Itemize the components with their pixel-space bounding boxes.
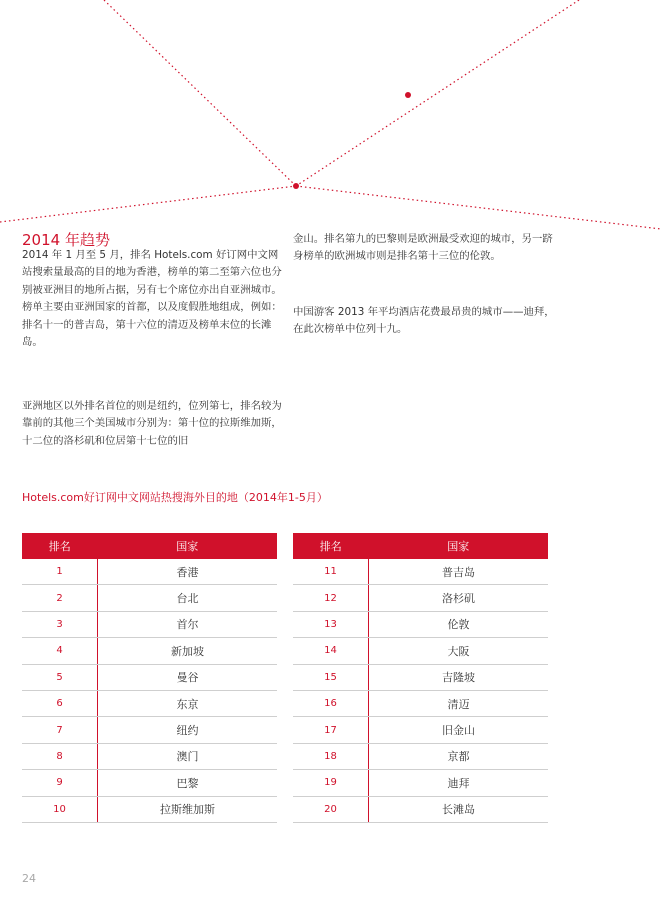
rank-cell: 2 (22, 585, 98, 611)
table-header-row (22, 533, 277, 559)
table-row (293, 585, 548, 611)
table-row (293, 611, 548, 637)
left-paragraph-2: 亚洲地区以外排名首位的则是纽约，位列第七，排名较为靠前的其他三个美国城市分别为：第十位的拉斯维加斯，十二位的洛杉矶和位居第十七位的旧 (22, 400, 282, 447)
destination-cell: 京都 (369, 743, 549, 769)
ranking-table-right (293, 533, 548, 823)
table-row (293, 664, 548, 690)
table-row (22, 664, 277, 690)
rank-column-header: 排名 (22, 533, 98, 559)
destination-cell: 澳门 (98, 743, 278, 769)
table-row (293, 770, 548, 796)
rank-cell: 16 (293, 690, 369, 716)
rank-cell: 4 (22, 638, 98, 664)
table-row (22, 638, 277, 664)
rank-cell: 14 (293, 638, 369, 664)
rank-cell: 17 (293, 717, 369, 743)
route-point-dot (405, 92, 411, 98)
destination-cell: 香港 (98, 559, 278, 585)
rank-cell: 20 (293, 796, 369, 822)
table-row (293, 690, 548, 716)
country-column-header: 国家 (98, 533, 278, 559)
page-number: 24 (22, 872, 36, 885)
destination-cell: 洛杉矶 (369, 585, 549, 611)
section-heading: 2014 年趋势 (22, 231, 110, 249)
rank-column-header: 排名 (293, 533, 369, 559)
destination-cell: 东京 (98, 690, 278, 716)
table-row (22, 743, 277, 769)
destination-cell: 迪拜 (369, 770, 549, 796)
destination-cell: 纽约 (98, 717, 278, 743)
country-column-header: 国家 (369, 533, 549, 559)
table-row (293, 743, 548, 769)
table-caption: Hotels.com好订网中文网站热搜海外目的地（2014年1-5月） (22, 491, 328, 504)
rank-cell: 10 (22, 796, 98, 822)
destination-cell: 台北 (98, 585, 278, 611)
rank-cell: 13 (293, 611, 369, 637)
rank-cell: 5 (22, 664, 98, 690)
right-paragraph-2: 中国游客 2013 年平均酒店花费最昂贵的城市——迪拜，在此次榜单中位列十九。 (293, 306, 555, 336)
destination-cell: 大阪 (369, 638, 549, 664)
rank-cell: 19 (293, 770, 369, 796)
destination-cell: 长滩岛 (369, 796, 549, 822)
table-row (293, 796, 548, 822)
table-row (293, 559, 548, 585)
table-row (22, 690, 277, 716)
rank-cell: 9 (22, 770, 98, 796)
destination-cell: 曼谷 (98, 664, 278, 690)
table-row (22, 770, 277, 796)
destination-cell: 旧金山 (369, 717, 549, 743)
table-row (22, 585, 277, 611)
table-row (22, 796, 277, 822)
rank-cell: 8 (22, 743, 98, 769)
rank-cell: 7 (22, 717, 98, 743)
table-row (293, 717, 548, 743)
rank-cell: 15 (293, 664, 369, 690)
destination-cell: 普吉岛 (369, 559, 549, 585)
table-row (22, 611, 277, 637)
destination-cell: 巴黎 (98, 770, 278, 796)
rank-cell: 11 (293, 559, 369, 585)
destination-cell: 清迈 (369, 690, 549, 716)
destination-cell: 新加坡 (98, 638, 278, 664)
destination-cell: 拉斯维加斯 (98, 796, 278, 822)
rank-cell: 1 (22, 559, 98, 585)
right-paragraph-1: 金山。排名第九的巴黎则是欧洲最受欢迎的城市，另一跻身榜单的欧洲城市则是排名第十三位的伦敦。 (293, 233, 553, 263)
rank-cell: 12 (293, 585, 369, 611)
destination-cell: 首尔 (98, 611, 278, 637)
table-row (22, 717, 277, 743)
rank-cell: 3 (22, 611, 98, 637)
table-row (22, 559, 277, 585)
ranking-table-left (22, 533, 277, 823)
destination-cell: 伦敦 (369, 611, 549, 637)
rank-cell: 6 (22, 690, 98, 716)
left-paragraph-1: 2014 年 1 月至 5 月，排名 Hotels.com 好订网中文网站搜索量最高的目的地为香港，榜单的第二至第六位也分别被亚洲目的地所占据，另有七个席位亦出自亚洲城市。榜单主要由亚洲国家的首都，以及度假胜地组成，例如：排名十一的普吉岛，第十六位的清迈及榜单末位的长滩岛。 (22, 249, 282, 349)
rank-cell: 18 (293, 743, 369, 769)
route-point-dot (293, 183, 299, 189)
dotted-route-decoration (0, 0, 661, 240)
destination-cell: 吉隆坡 (369, 664, 549, 690)
table-header-row (293, 533, 548, 559)
table-row (293, 638, 548, 664)
